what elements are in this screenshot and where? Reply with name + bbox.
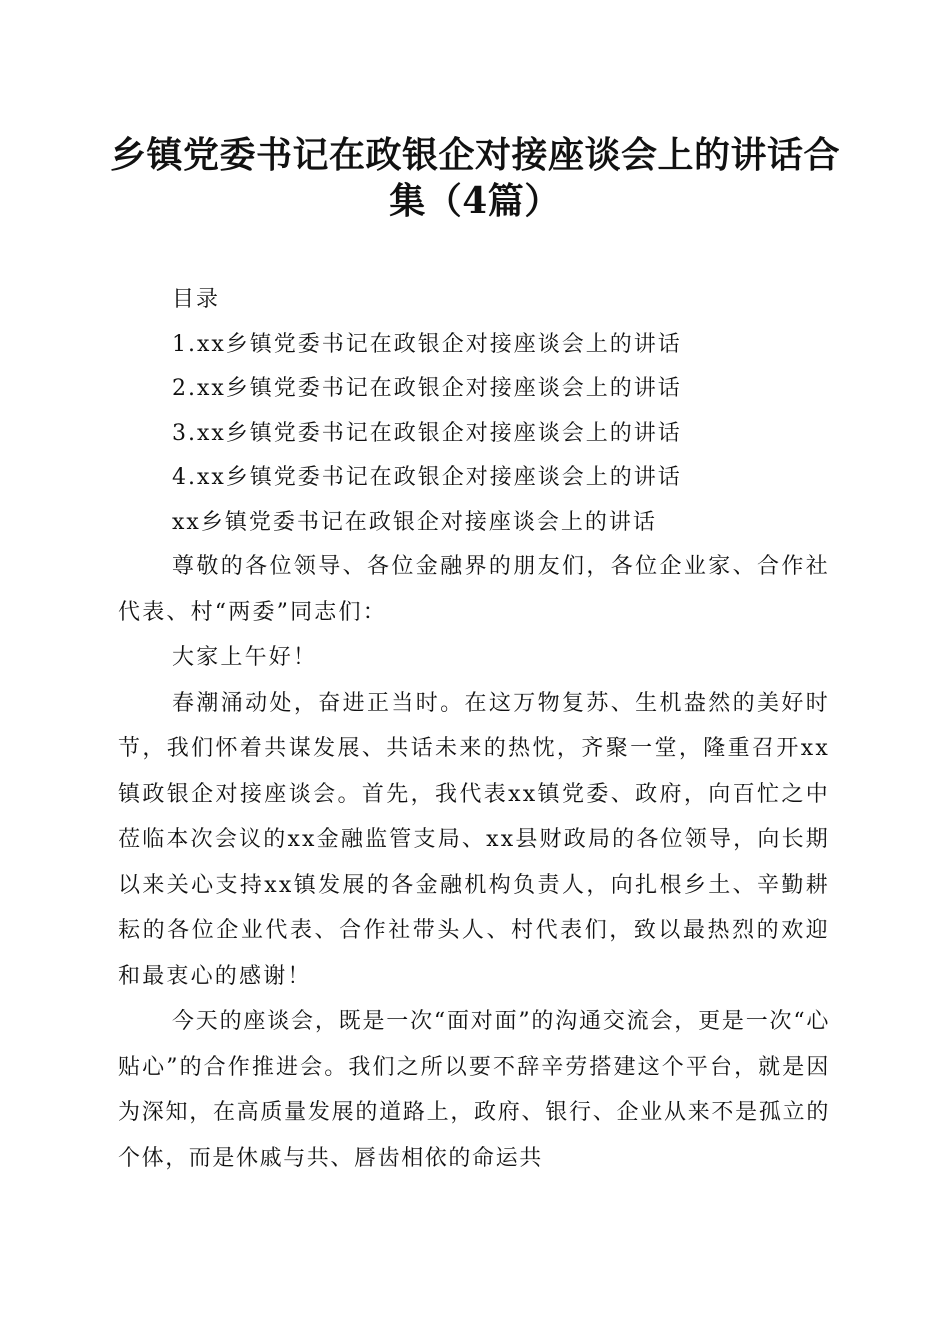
body-paragraph: 春潮涌动处，奋进正当时。在这万物复苏、生机盎然的美好时节，我们怀着共谋发展、共话未来的热忱，齐聚一堂，隆重召开xx镇政银企对接座谈会。首先，我代表xx镇党委、政府，向百忙之中莅临本次会议的xx金融监管支局、xx县财政局的各位领导，向长期以来关心支持xx镇发展的各金融机构负责人，向扎根乡土、辛勤耕耘的各位企业代表、合作社带头人、村代表们，致以最热烈的欢迎和最衷心的感谢！ [118,690,830,989]
toc-item: 3.xx乡镇党委书记在政银企对接座谈会上的讲话 [172,420,682,446]
toc-item: 2.xx乡镇党委书记在政银企对接座谈会上的讲话 [172,376,682,401]
toc-item: 4.xx乡镇党委书记在政银企对接座谈会上的讲话 [172,465,682,490]
greeting-paragraph: 大家上午好！ [172,645,318,670]
document-title [100,132,850,224]
document-title-line-2: 集（4篇） [389,180,561,222]
toc-item: 1.xx乡镇党委书记在政银企对接座谈会上的讲话 [172,331,682,357]
document-title-line-1: 乡镇党委书记在政银企对接座谈会上的讲话合 [109,134,840,176]
body-paragraph: 今天的座谈会，既是一次“面对面”的沟通交流会，更是一次“心贴心”的合作推进会。我们之所以要不辞辛劳搭建这个平台，就是因为深知，在高质量发展的道路上，政府、银行、企业从来不是孤立的个体，而是休戚与共、唇齿相依的命运共 [118,1009,830,1171]
speech-title: xx乡镇党委书记在政银企对接座谈会上的讲话 [172,509,657,535]
speech-body [118,544,830,1181]
salutation-paragraph: 尊敬的各位领导、各位金融界的朋友们，各位企业家、合作社代表、村“两委”同志们： [118,554,830,625]
table-of-contents [118,278,838,545]
toc-heading: 目录 [172,287,221,312]
